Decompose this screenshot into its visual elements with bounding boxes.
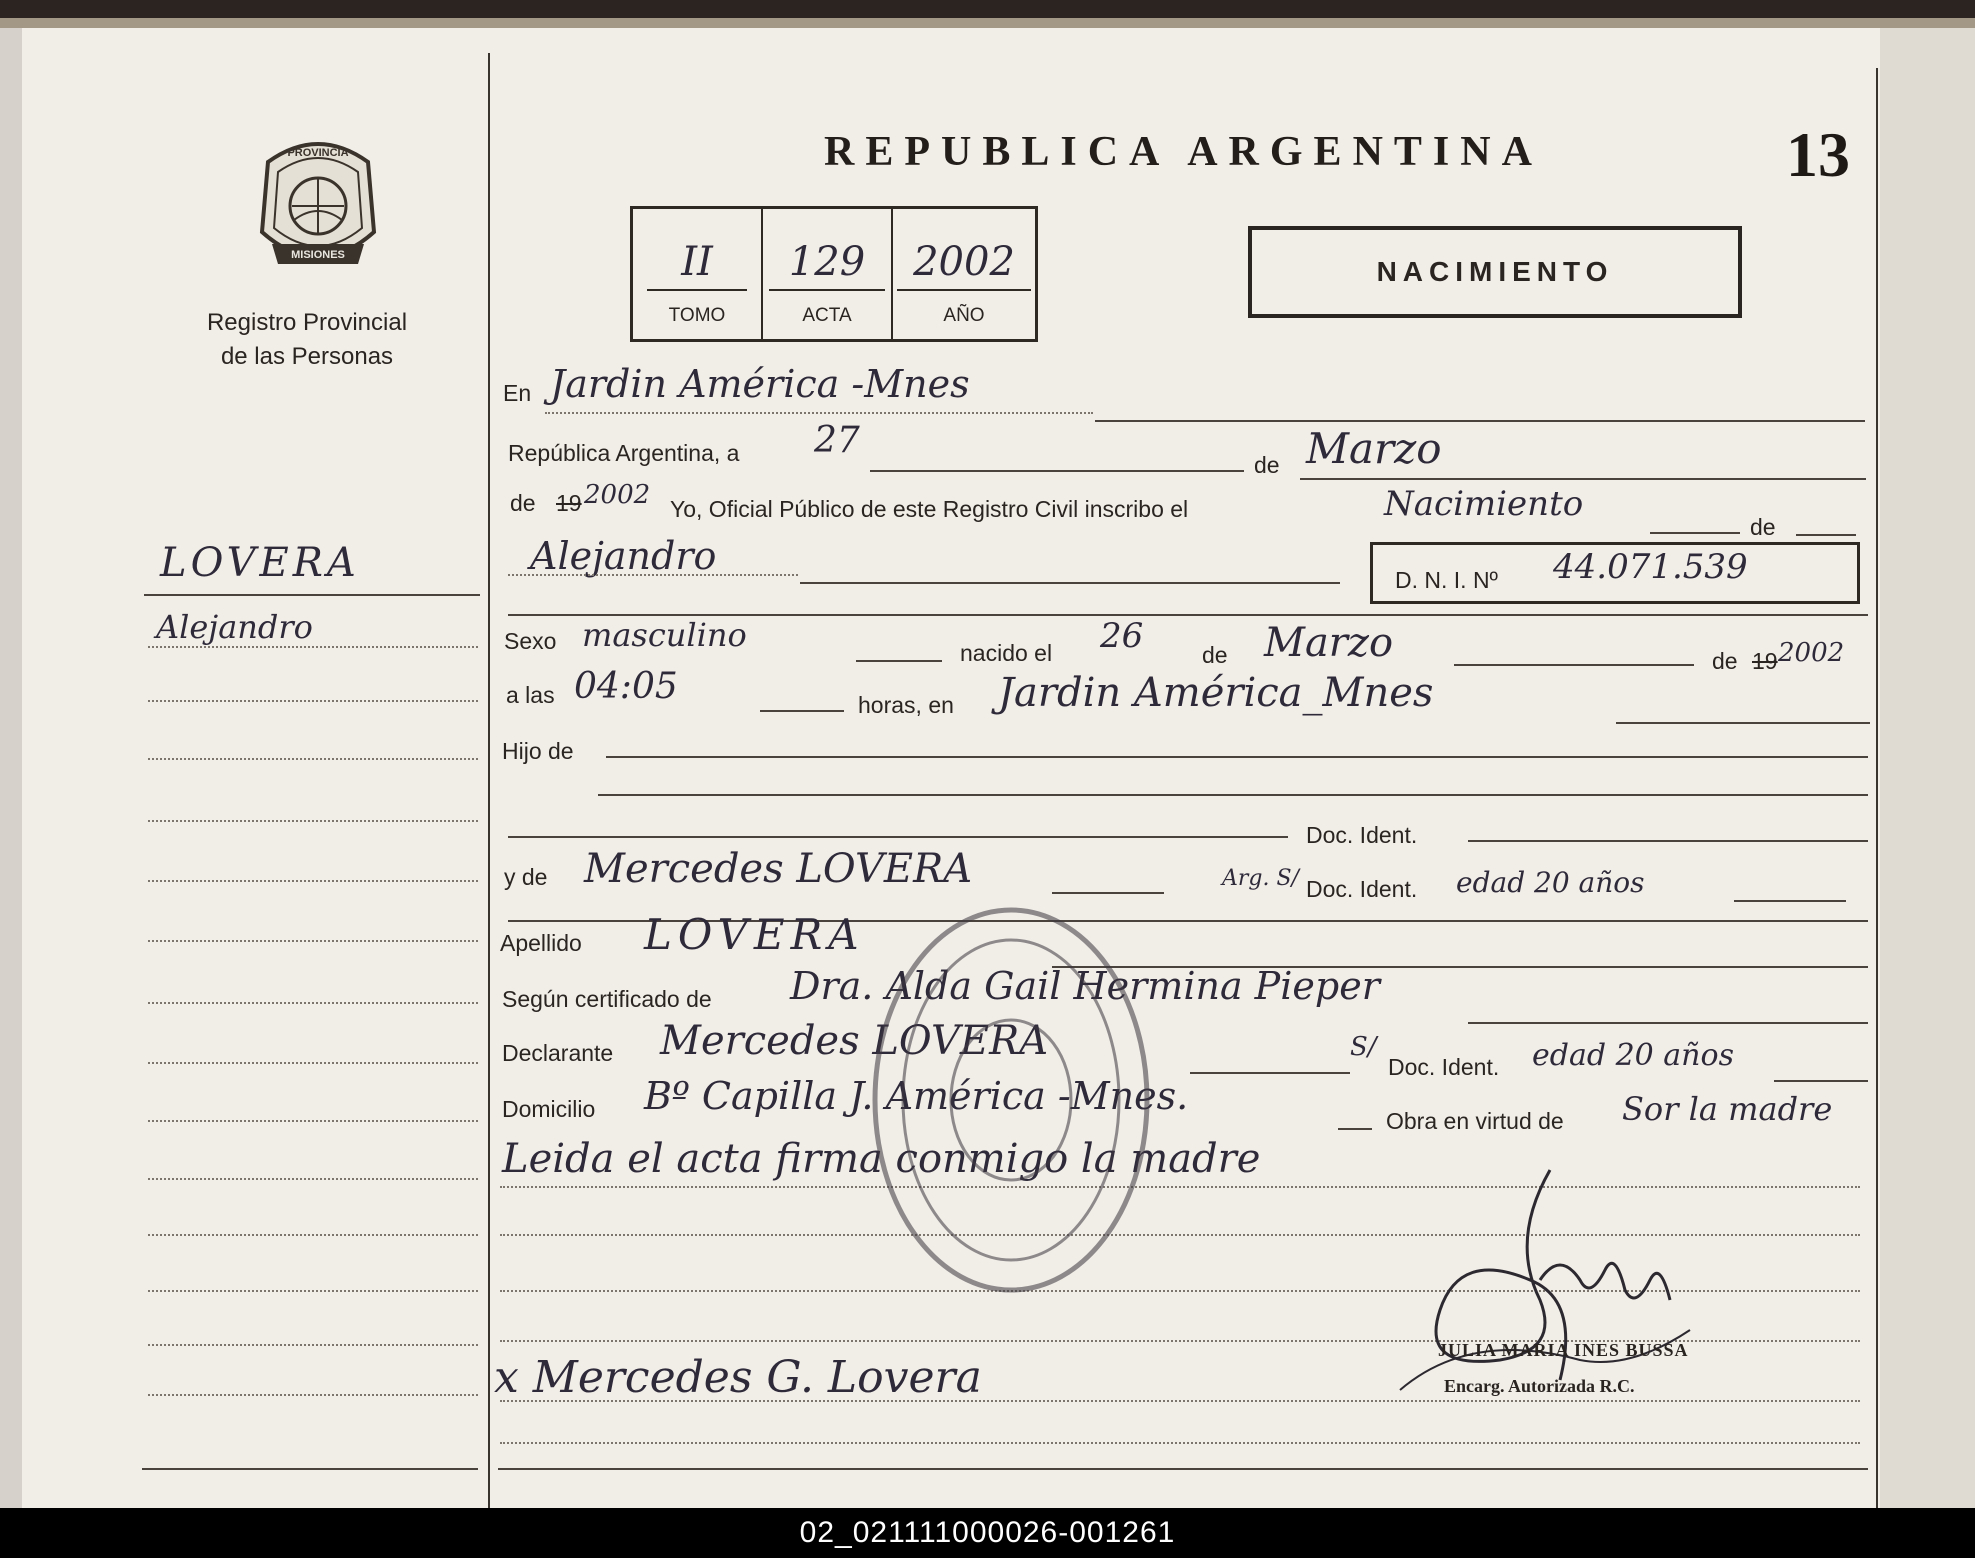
en-value: Jardin América -Mnes [550, 362, 970, 406]
y-de-label: y de [504, 864, 548, 890]
next-page-edge [1875, 28, 1975, 1508]
apellido-label: Apellido [500, 930, 582, 956]
sexo-label: Sexo [504, 628, 557, 654]
hijo-line [606, 756, 1868, 758]
birth-month-value: Marzo [1264, 620, 1394, 666]
birth-place-line [1616, 722, 1870, 724]
margin-dots [148, 940, 478, 942]
act-line [1650, 532, 1740, 534]
margin-dots [148, 646, 478, 648]
anio-label: AÑO [943, 305, 985, 326]
leida-value: Leida el acta firma conmigo la madre [502, 1136, 1261, 1182]
acta-label: ACTA [802, 305, 852, 326]
book-binding-fabric [0, 18, 1975, 28]
registry-number-box [630, 206, 1038, 342]
margin-dots [148, 1062, 478, 1064]
margin-dots [148, 1178, 478, 1180]
declarante-value: Mercedes LOVERA [660, 1018, 1049, 1064]
year-value: 2002 [584, 480, 651, 510]
en-dots [545, 412, 1093, 414]
domicilio-label: Domicilio [502, 1096, 596, 1122]
acta-cell [763, 209, 893, 339]
tomo-label: TOMO [668, 305, 726, 326]
organization-name [120, 306, 494, 374]
margin-dots [148, 700, 478, 702]
day-line [870, 470, 1244, 472]
dni-box [1370, 542, 1860, 604]
month-line [1300, 478, 1866, 480]
margin-dots [148, 880, 478, 882]
declarante-doc-value: S/ [1350, 1032, 1377, 1062]
father-doc-line [508, 836, 1288, 838]
organization-line-1: Registro Provincial [206, 309, 408, 336]
child-name-line [800, 582, 1340, 584]
birth-day-value: 26 [1100, 616, 1144, 656]
en-line [1095, 420, 1865, 422]
de-year-label: de [510, 490, 536, 516]
birth-year-value: 2002 [1778, 638, 1845, 668]
en-label: En [503, 380, 532, 406]
margin-given-name: Alejandro [156, 608, 313, 646]
mother-age-value: edad 20 años [1456, 866, 1645, 899]
blank-dots [500, 1442, 1860, 1444]
father-doc-line-2 [1468, 840, 1868, 842]
domicilio-line [1338, 1128, 1372, 1130]
country-title: REPUBLICA ARGENTINA [824, 129, 1543, 175]
segun-label: Según certificado de [502, 986, 712, 1012]
bottom-rule [498, 1468, 1868, 1470]
mother-doc-value: Arg. S/ [1222, 866, 1299, 891]
mother-doc-label: Doc. Ident. [1306, 876, 1418, 902]
doc-ident-label: Doc. Ident. [1306, 822, 1418, 848]
segun-value: Dra. Alda Gail Hermina Pieper [790, 964, 1380, 1008]
record-type-box: NACIMIENTO [1248, 226, 1742, 318]
mother-signature: x Mercedes G. Lovera [494, 1352, 982, 1403]
margin-surname: LOVERA [160, 540, 360, 586]
declarante-age-line [1774, 1080, 1868, 1082]
book-spine [0, 28, 22, 1508]
official-role: Encarg. Autorizada R.C. [1444, 1376, 1635, 1396]
hour-value: 04:05 [574, 666, 678, 707]
margin-dots [148, 1002, 478, 1004]
child-name-dots [508, 574, 798, 576]
anio-cell [893, 209, 1035, 339]
margin-bottom-rule [142, 1468, 478, 1470]
hijo-label: Hijo de [502, 738, 574, 764]
apellido-value: LOVERA [644, 910, 865, 959]
margin-dots [148, 1344, 478, 1346]
declarante-doc-label: Doc. Ident. [1388, 1054, 1500, 1080]
birth-year-prefix: 19 [1752, 648, 1778, 674]
margin-dots [148, 1394, 478, 1396]
margin-dots [148, 820, 478, 822]
hijo-line-2 [598, 794, 1868, 796]
official-signature [1390, 1160, 1710, 1400]
a-las-label: a las [506, 682, 555, 708]
sexo-value: masculino [582, 616, 747, 654]
image-code-footer: 02_021111000026-001261 [0, 1508, 1975, 1558]
de-line-2 [1796, 534, 1856, 536]
horas-label: horas, en [858, 692, 954, 718]
de-label: de [1254, 452, 1280, 478]
hour-line [760, 710, 844, 712]
left-margin-rule [488, 53, 490, 1508]
obra-value: Sor la madre [1622, 1090, 1833, 1128]
oficial-text: Yo, Oficial Público de este Registro Civil inscribo el [670, 496, 1189, 522]
republica-label: República Argentina, a [508, 440, 740, 466]
sexo-line [856, 660, 942, 662]
nacido-label: nacido el [960, 640, 1053, 666]
day-value: 27 [814, 420, 860, 461]
margin-rule-1 [144, 594, 480, 596]
mother-age-line [1734, 900, 1846, 902]
organization-line-2: de las Personas [220, 343, 394, 370]
birth-month-line [1454, 664, 1694, 666]
year-prefix: 19 [556, 490, 582, 516]
obra-label: Obra en virtud de [1386, 1108, 1564, 1134]
margin-dots [148, 1120, 478, 1122]
month-value: Marzo [1306, 424, 1442, 473]
tomo-cell [633, 209, 763, 339]
dni-value: 44.071.539 [1553, 547, 1748, 587]
official-name: JULIA MARIA INES BUSSA [1438, 1340, 1689, 1360]
acta-value: 129 [769, 239, 885, 291]
act-value: Nacimiento [1384, 484, 1584, 524]
declarante-age-value: edad 20 años [1532, 1038, 1734, 1073]
de-label-2: de [1750, 514, 1776, 540]
declarante-line [1190, 1072, 1350, 1074]
registry-stamp-icon [866, 900, 1156, 1300]
anio-value: 2002 [897, 239, 1031, 291]
dni-label: D. N. I. Nº [1395, 567, 1498, 593]
segun-line [1468, 1022, 1868, 1024]
page-number: 13 [1786, 119, 1850, 190]
margin-dots [148, 1290, 478, 1292]
margin-dots [148, 758, 478, 760]
seal-bottom-text: MISIONES [291, 249, 345, 261]
domicilio-value: Bº Capilla J. América -Mnes. [644, 1074, 1189, 1118]
right-margin-rule [1876, 68, 1878, 1508]
mother-value: Mercedes LOVERA [584, 846, 973, 892]
declarante-label: Declarante [502, 1040, 614, 1066]
de-label-3: de [1202, 642, 1228, 668]
birth-place-value: Jardin América_Mnes [998, 670, 1434, 716]
margin-dots [148, 1234, 478, 1236]
seal-top-text: PROVINCIA [287, 147, 349, 159]
de-label-4: de [1712, 648, 1738, 674]
child-name-value: Alejandro [530, 534, 717, 578]
misiones-seal-icon [248, 132, 388, 285]
tomo-value: II [647, 239, 747, 291]
mother-line [1052, 892, 1164, 894]
book-binding-top [0, 0, 1975, 18]
